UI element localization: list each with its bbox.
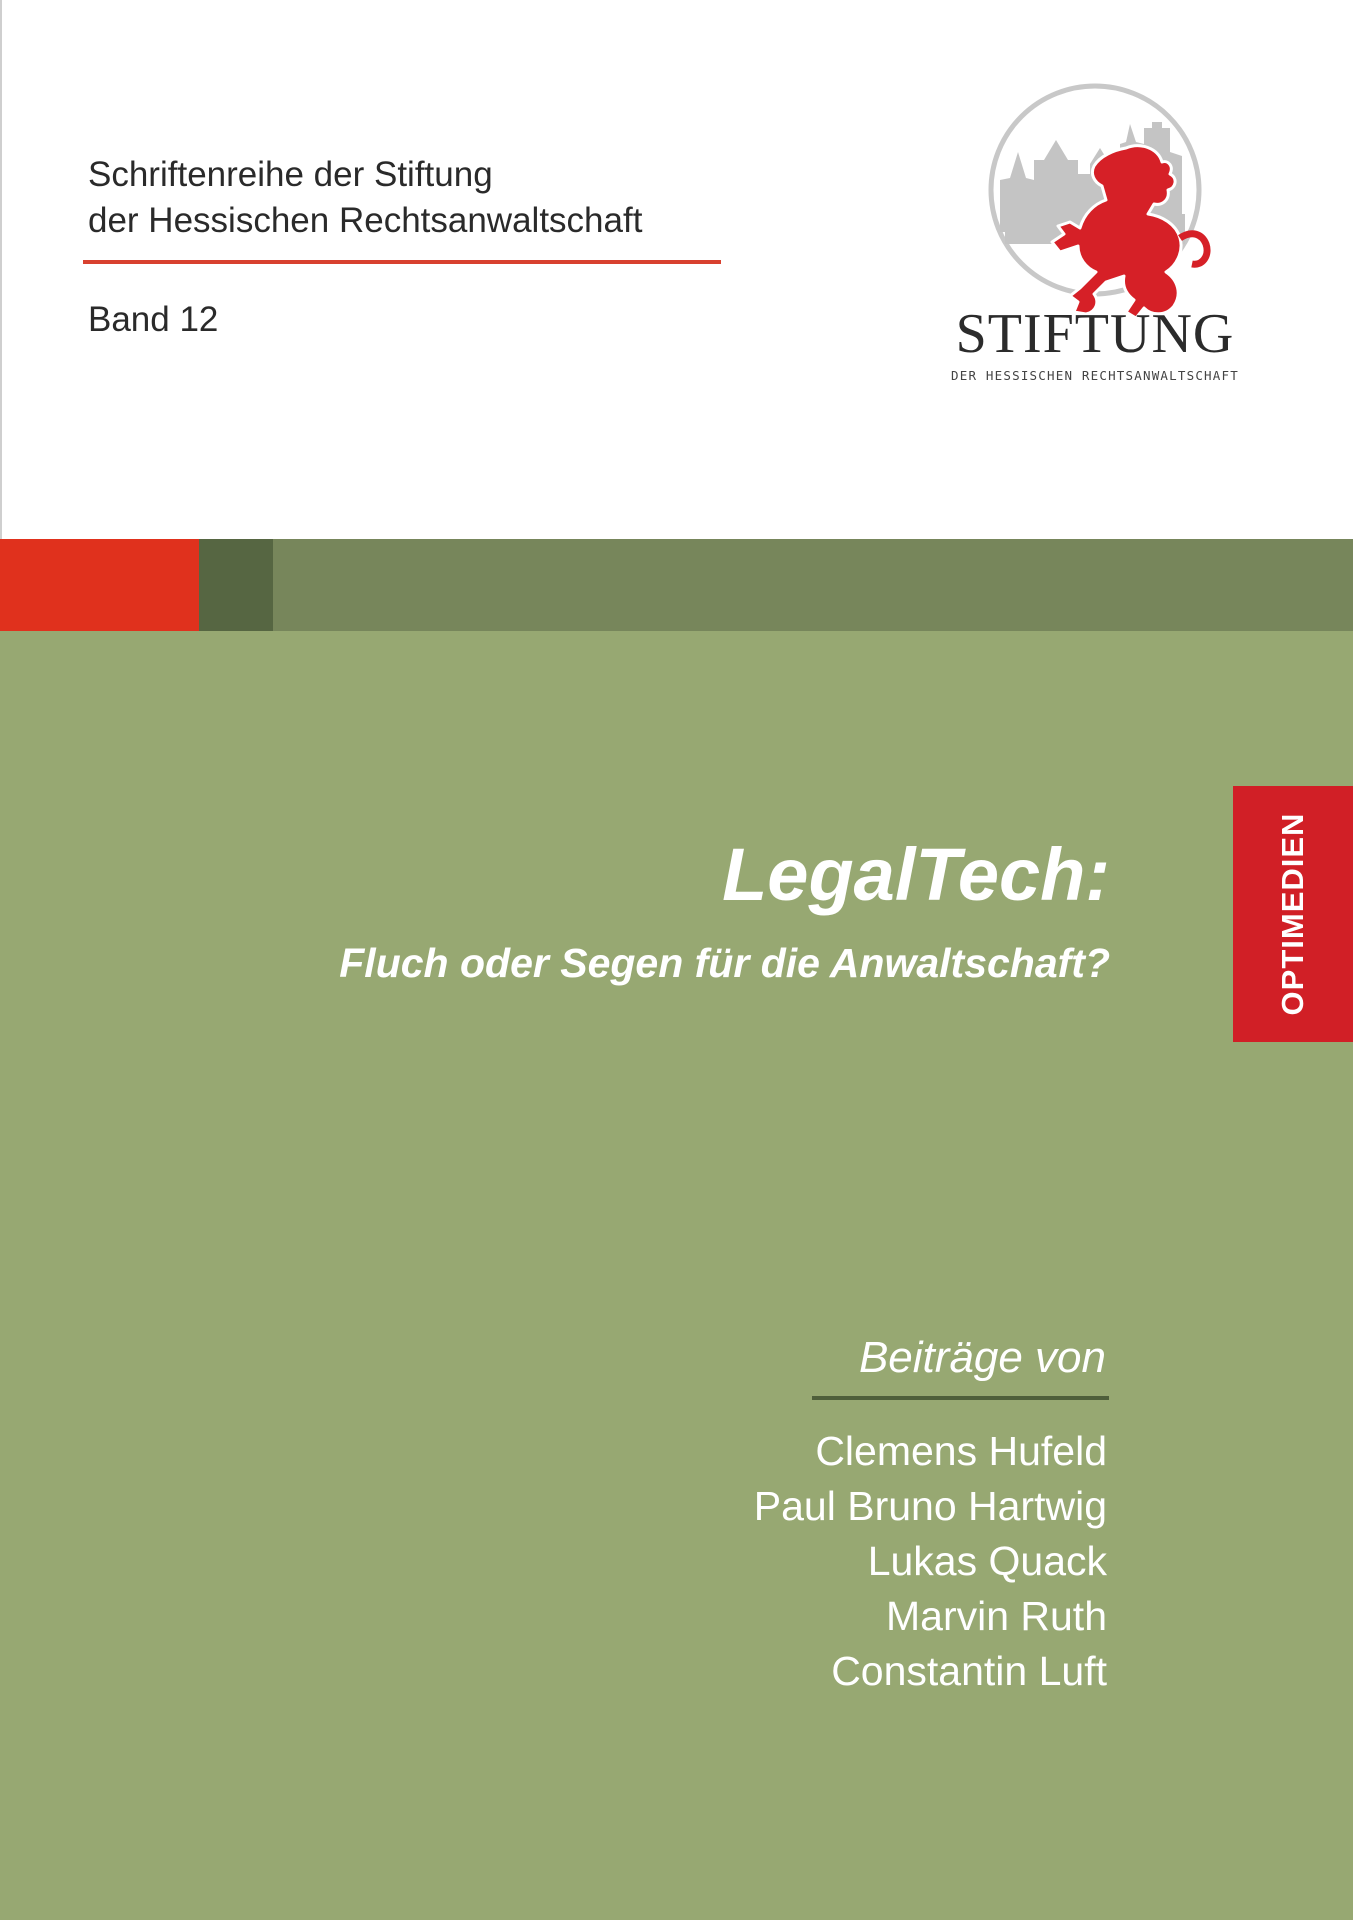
series-divider bbox=[83, 260, 721, 264]
stripe-dark-green-block bbox=[199, 539, 273, 631]
book-title: LegalTech: bbox=[722, 833, 1110, 916]
series-title-line-2: der Hessischen Rechtsanwaltschaft bbox=[88, 201, 643, 240]
logo-subtitle: DER HESSISCHEN RECHTSANWALTSCHAFT bbox=[951, 368, 1239, 383]
contributors-divider bbox=[812, 1396, 1109, 1400]
author-name: Marvin Ruth bbox=[885, 1593, 1107, 1639]
author-name: Lukas Quack bbox=[867, 1538, 1107, 1584]
cover-body bbox=[0, 631, 1353, 1920]
volume-number: Band 12 bbox=[88, 300, 219, 339]
publisher-tab bbox=[1233, 786, 1353, 1042]
publisher-name: OPTIMEDIEN bbox=[1275, 812, 1310, 1016]
logo-wordmark: STIFTUNG bbox=[955, 303, 1235, 365]
author-name: Constantin Luft bbox=[831, 1648, 1107, 1694]
book-subtitle: Fluch oder Segen für die Anwaltschaft? bbox=[339, 940, 1110, 986]
author-name: Paul Bruno Hartwig bbox=[753, 1483, 1107, 1529]
left-edge-line bbox=[0, 0, 2, 539]
cover-header bbox=[0, 0, 1353, 539]
author-name: Clemens Hufeld bbox=[815, 1428, 1107, 1474]
stripe-red-block bbox=[0, 539, 199, 631]
series-title-line-1: Schriftenreihe der Stiftung bbox=[88, 155, 493, 194]
author-list bbox=[754, 1424, 1107, 1699]
stripe-green-bar bbox=[273, 539, 1353, 631]
contributors-label: Beiträge von bbox=[858, 1333, 1106, 1382]
